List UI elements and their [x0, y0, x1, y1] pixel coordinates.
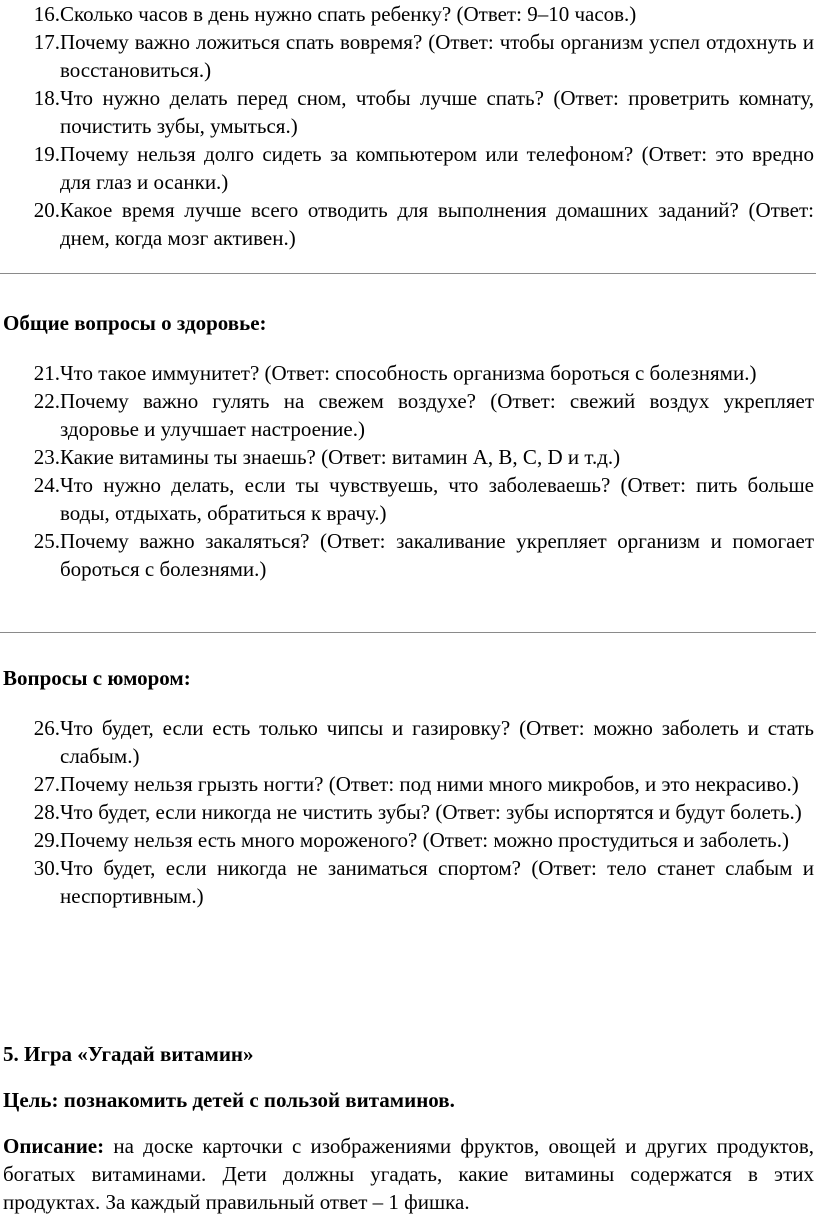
question-list-sleep [0, 0, 816, 252]
question-text: Почему важно гулять на свежем воздухе? (Ответ: свежий воздух укрепляет здоровье и улучшает настроение.) [60, 389, 814, 441]
question-text: Что нужно делать перед сном, чтобы лучше спать? (Ответ: проветрить комнату, почистить зубы, умыться.) [60, 86, 814, 138]
question-number: 20. [33, 198, 60, 222]
question-text: Какие витамины ты знаешь? (Ответ: витамин A, B, C, D и т.д.) [60, 445, 621, 469]
list-item [0, 443, 816, 471]
question-text: Почему важно ложиться спать вовремя? (Ответ: чтобы организм успел отдохнуть и восстановиться.) [60, 30, 814, 82]
question-text: Почему нельзя есть много мороженого? (Ответ: можно простудиться и заболеть.) [60, 828, 789, 852]
section-heading-health: Общие вопросы о здоровье: [3, 311, 267, 335]
list-item [0, 84, 816, 140]
list-item [0, 140, 816, 196]
question-number: 26. [33, 716, 60, 740]
list-item [0, 196, 816, 252]
question-number: 27. [33, 772, 60, 796]
game-heading: 5. Игра «Угадай витамин» [3, 1042, 254, 1066]
question-text: Что будет, если никогда не чистить зубы? (Ответ: зубы испортятся и будут болеть.) [60, 800, 802, 824]
question-number: 24. [33, 473, 60, 497]
question-text: Что нужно делать, если ты чувствуешь, что заболеваешь? (Ответ: пить больше воды, отдыхать, обратиться к врачу.) [60, 473, 814, 525]
list-item [0, 28, 816, 84]
description-label: Описание: [3, 1134, 105, 1158]
list-item [0, 798, 816, 826]
question-number: 16. [33, 2, 60, 26]
list-item [0, 527, 816, 583]
question-text: Что будет, если есть только чипсы и газировку? (Ответ: можно заболеть и стать слабым.) [60, 716, 814, 768]
question-number: 25. [33, 529, 60, 553]
description-text: на доске карточки с изображениями фруктов, овощей и других продуктов, богатых витаминами. Дети должны угадать, какие витамины содержатся в этих продуктах. За каждый правильный ответ – 1 фишка. [3, 1134, 814, 1214]
question-text: Что будет, если никогда не заниматься спортом? (Ответ: тело станет слабым и неспортивным.) [60, 856, 814, 908]
section-divider [0, 632, 816, 633]
question-list-humor [0, 714, 816, 910]
question-number: 17. [33, 30, 60, 54]
question-text: Какое время лучше всего отводить для выполнения домашних заданий? (Ответ: днем, когда мозг активен.) [60, 198, 814, 250]
list-item [0, 387, 816, 443]
game-description [0, 1132, 816, 1216]
list-item [0, 0, 816, 28]
question-number: 21. [33, 361, 60, 385]
question-number: 30. [33, 856, 60, 880]
question-number: 28. [33, 800, 60, 824]
list-item [0, 770, 816, 798]
list-item [0, 854, 816, 910]
list-item [0, 359, 816, 387]
question-list-health [0, 359, 816, 583]
question-text: Сколько часов в день нужно спать ребенку? (Ответ: 9–10 часов.) [60, 2, 637, 26]
question-number: 22. [33, 389, 60, 413]
question-number: 23. [33, 445, 60, 469]
list-item [0, 826, 816, 854]
game-goal: Цель: познакомить детей с пользой витаминов. [3, 1088, 455, 1112]
question-text: Что такое иммунитет? (Ответ: способность организма бороться с болезнями.) [60, 361, 757, 385]
section-heading-humor: Вопросы с юмором: [3, 666, 191, 690]
list-item [0, 714, 816, 770]
question-text: Почему нельзя долго сидеть за компьютером или телефоном? (Ответ: это вредно для глаз и осанки.) [60, 142, 814, 194]
question-number: 19. [33, 142, 60, 166]
list-item [0, 471, 816, 527]
section-divider [0, 273, 816, 274]
question-number: 18. [33, 86, 60, 110]
question-text: Почему нельзя грызть ногти? (Ответ: под ними много микробов, и это некрасиво.) [60, 772, 799, 796]
question-number: 29. [33, 828, 60, 852]
question-text: Почему важно закаляться? (Ответ: закаливание укрепляет организм и помогает бороться с болезнями.) [60, 529, 814, 581]
